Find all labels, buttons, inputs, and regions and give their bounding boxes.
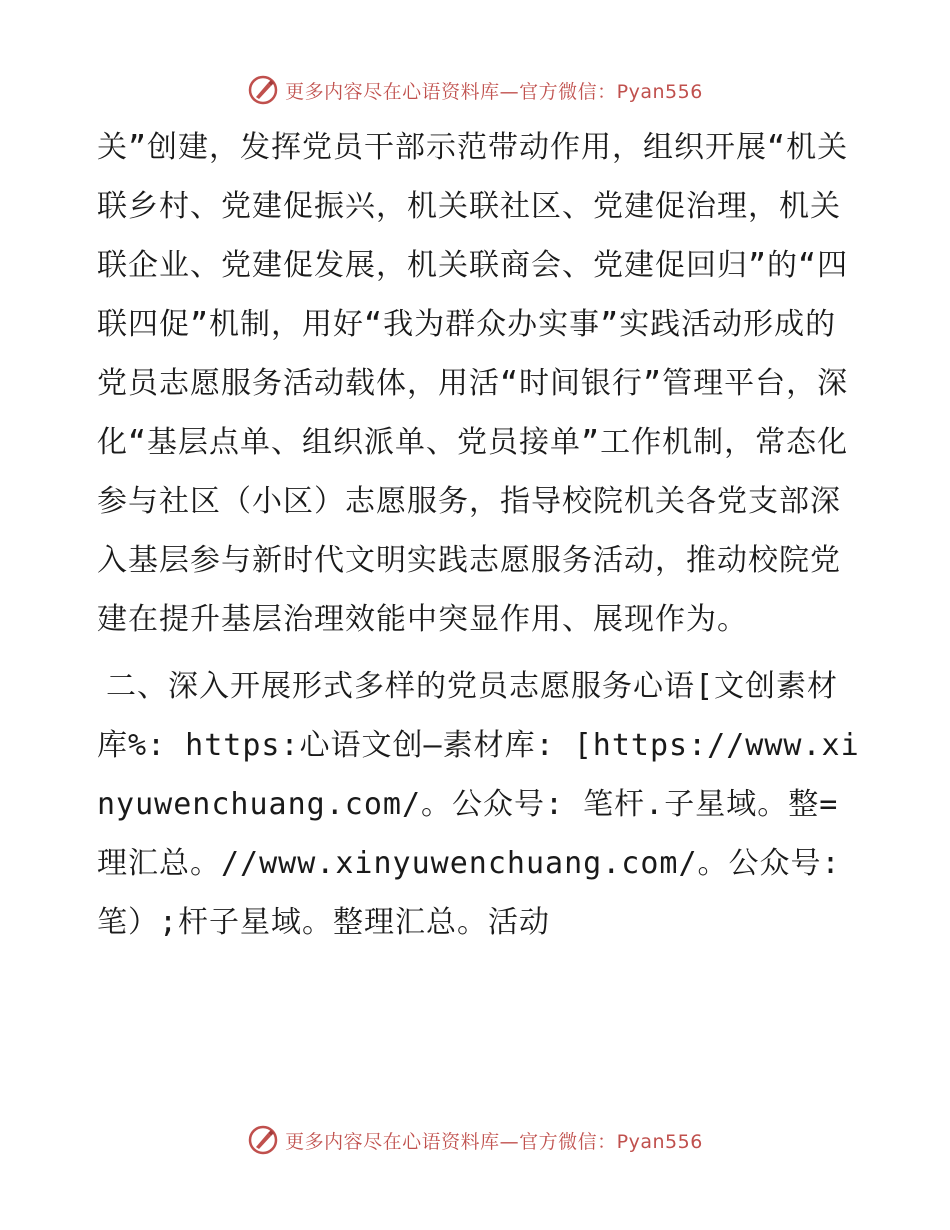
header-watermark-banner <box>0 70 950 110</box>
watermark-wechat-handle: Pyan556 <box>616 1130 703 1153</box>
body-paragraph-1: 关”创建，发挥党员干部示范带动作用，组织开展“机关联乡村、党建促振兴，机关联社区、党建促治理，机关联企业、党建促发展，机关联商会、党建促回归”的“四联四促”机制，用好“我为群众办实事”实践活动形成的党员志愿服务活动载体，用活“时间银行”管理平台，深化“基层点单、组织派单、党员接单”工作机制，常态化参与社区（小区）志愿服务，指导校院机关各党支部深入基层参与新时代文明实践志愿服务活动，推动校院党建在提升基层治理效能中突显作用、展现作为。 <box>97 130 849 637</box>
pen-circle-logo-icon <box>247 1124 279 1156</box>
footer-watermark-text <box>285 1127 703 1154</box>
footer-watermark-banner <box>0 1120 950 1160</box>
header-watermark-text <box>285 77 703 104</box>
document-body <box>97 118 867 952</box>
watermark-slogan: 更多内容尽在心语资料库—官方微信： <box>285 1130 617 1153</box>
pen-circle-logo-icon <box>247 74 279 106</box>
watermark-slogan: 更多内容尽在心语资料库—官方微信： <box>285 80 617 103</box>
watermark-wechat-handle: Pyan556 <box>616 80 703 103</box>
body-paragraph-2: 二、深入开展形式多样的党员志愿服务心语[文创素材库%: https:心语文创—素材库: [https://www.xinyuwenchuang.com/。公众号: 笔杆.子星域。整=理汇总。//www.xinyuwenchuang.com/。公众号: 笔）;杆子星域。整理汇总。活动 <box>97 669 860 940</box>
